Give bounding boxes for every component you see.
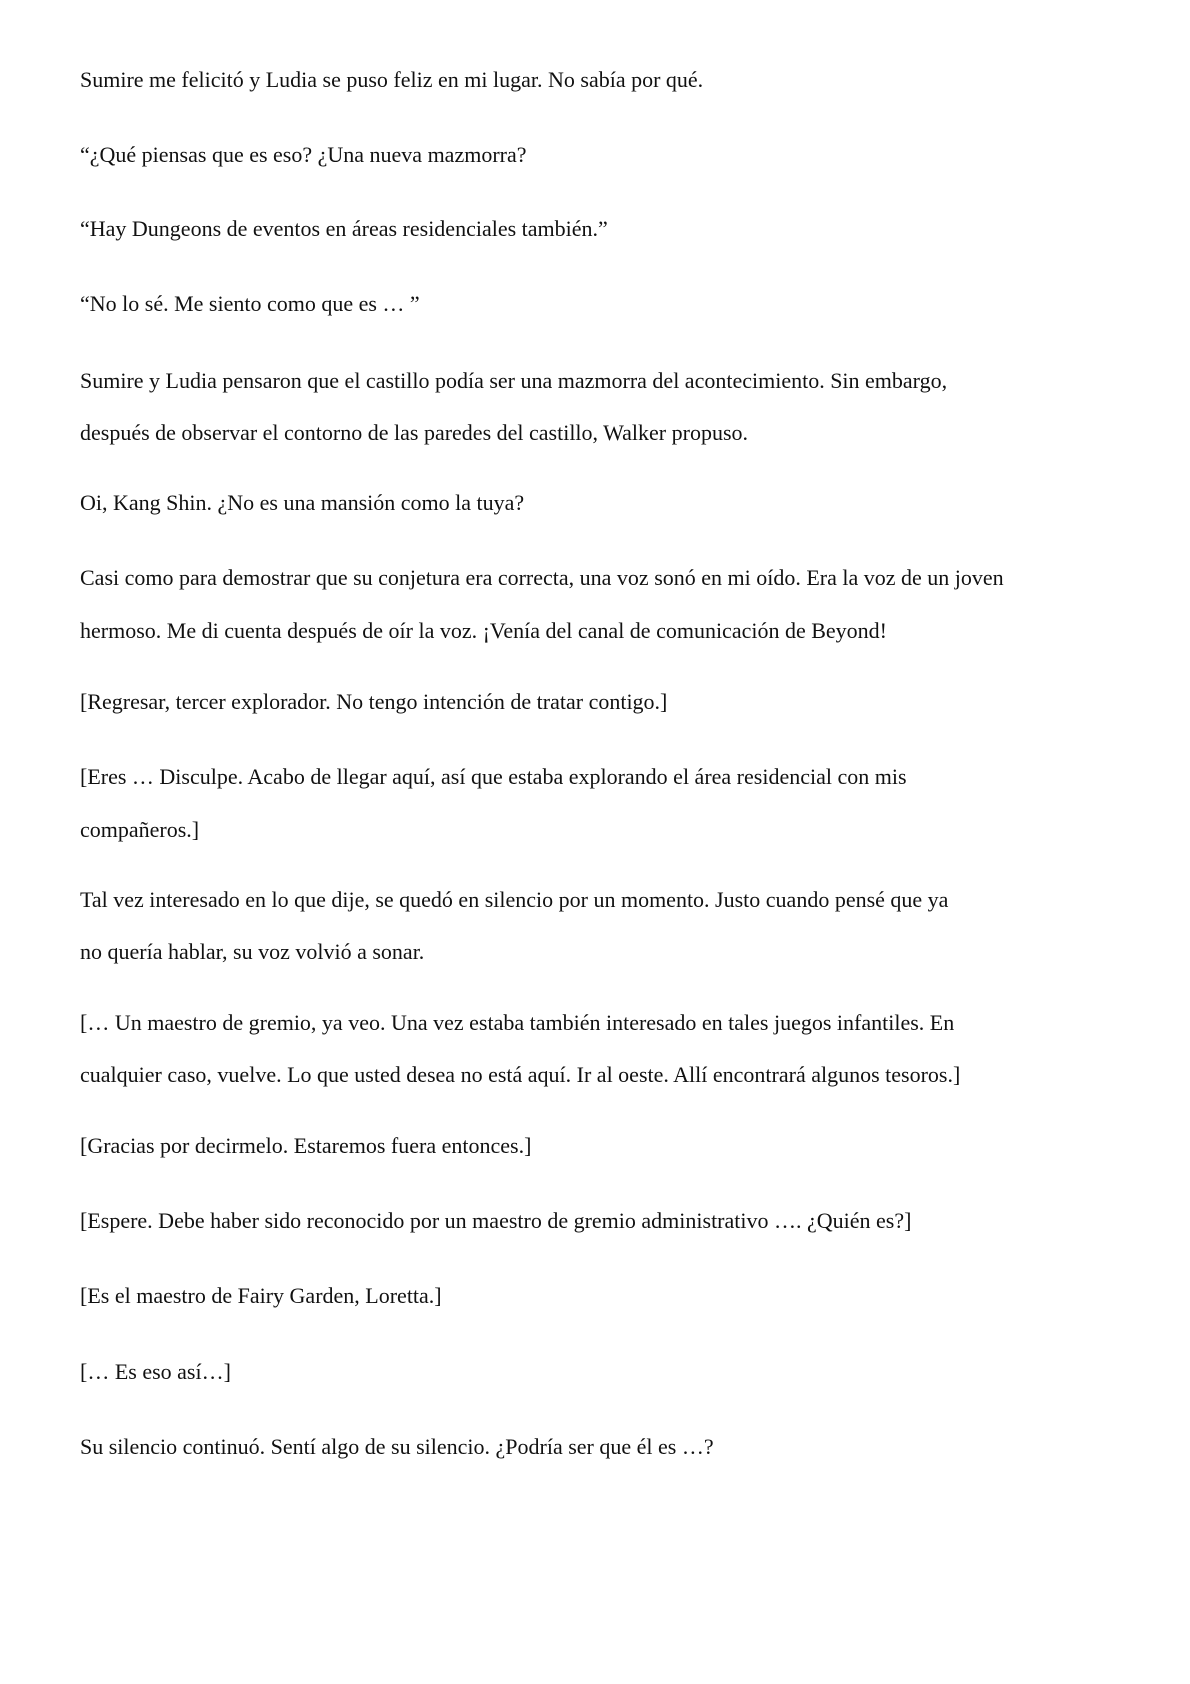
paragraph-7-line-2: hermoso. Me di cuenta después de oír la voz. ¡Venía del canal de comunicación de Beyond! bbox=[80, 618, 887, 643]
paragraph-16-line-1: Su silencio continuó. Sentí algo de su silencio. ¿Podría ser que él es …? bbox=[80, 1434, 714, 1459]
paragraph-10-line-1: Tal vez interesado en lo que dije, se quedó en silencio por un momento. Justo cuando pensé que ya bbox=[80, 887, 949, 912]
paragraph-5-line-1: Sumire y Ludia pensaron que el castillo podía ser una mazmorra del acontecimiento. Sin embargo, bbox=[80, 368, 948, 393]
paragraph-9-line-1: [Eres … Disculpe. Acabo de llegar aquí, así que estaba explorando el área residencial con mis bbox=[80, 764, 907, 789]
paragraph-15-line-1: [… Es eso así…] bbox=[80, 1359, 231, 1384]
paragraph-11-line-2: cualquier caso, vuelve. Lo que usted desea no está aquí. Ir al oeste. Allí encontrará algunos tesoros.] bbox=[80, 1062, 961, 1087]
paragraph-1-line-1: Sumire me felicitó y Ludia se puso feliz en mi lugar. No sabía por qué. bbox=[80, 67, 704, 92]
paragraph-14-line-1: [Es el maestro de Fairy Garden, Loretta.] bbox=[80, 1283, 442, 1308]
paragraph-5-line-2: después de observar el contorno de las paredes del castillo, Walker propuso. bbox=[80, 420, 749, 445]
paragraph-12-line-1: [Gracias por decirmelo. Estaremos fuera entonces.] bbox=[80, 1133, 532, 1158]
paragraph-4-line-1: “No lo sé. Me siento como que es … ” bbox=[80, 291, 420, 316]
paragraph-10-line-2: no quería hablar, su voz volvió a sonar. bbox=[80, 939, 425, 964]
paragraph-2-line-1: “¿Qué piensas que es eso? ¿Una nueva mazmorra? bbox=[80, 142, 527, 167]
paragraph-7-line-1: Casi como para demostrar que su conjetura era correcta, una voz sonó en mi oído. Era la voz de un joven bbox=[80, 565, 1004, 590]
paragraph-6-line-1: Oi, Kang Shin. ¿No es una mansión como la tuya? bbox=[80, 490, 525, 515]
paragraph-13-line-1: [Espere. Debe haber sido reconocido por un maestro de gremio administrativo …. ¿Quién es?] bbox=[80, 1208, 912, 1233]
paragraph-11-line-1: [… Un maestro de gremio, ya veo. Una vez estaba también interesado en tales juegos infantiles. En bbox=[80, 1010, 955, 1035]
paragraph-8-line-1: [Regresar, tercer explorador. No tengo intención de tratar contigo.] bbox=[80, 689, 668, 714]
paragraph-9-line-2: compañeros.] bbox=[80, 817, 200, 842]
paragraph-3-line-1: “Hay Dungeons de eventos en áreas residenciales también.” bbox=[80, 216, 608, 241]
